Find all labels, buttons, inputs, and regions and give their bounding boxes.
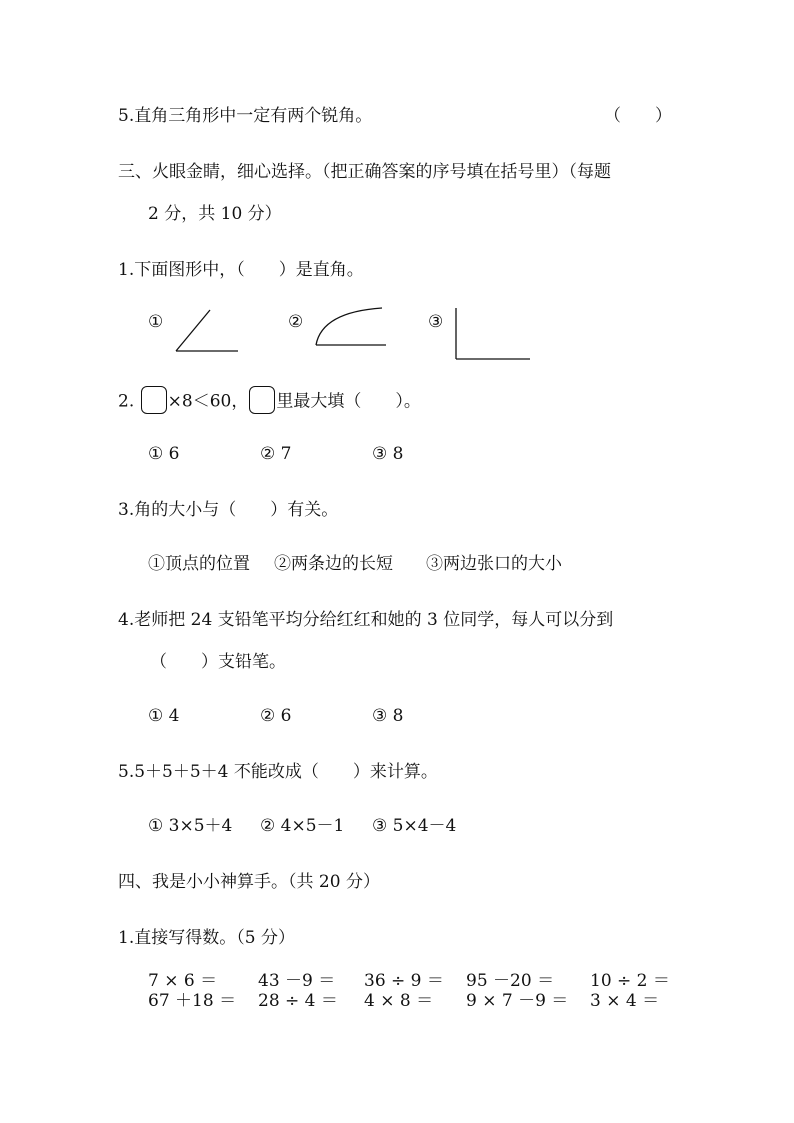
answer-paren[interactable]: （ ） — [604, 106, 672, 126]
q4-option-2: ② 6 — [260, 706, 292, 726]
section-3-title: 三、火眼金睛，细心选择。（把正确答案的序号填在括号里）（每题 — [118, 162, 611, 182]
q2-option-1: ① 6 — [148, 444, 180, 464]
q4-option-3: ③ 8 — [372, 706, 404, 726]
calc-item: 9 × 7 －9 ＝ — [466, 991, 569, 1011]
q3-option-1: ①顶点的位置 — [148, 554, 250, 574]
q1-option-1-label: ① — [148, 312, 164, 332]
calc-item: 95 －20 ＝ — [466, 971, 555, 991]
section-3-title-cont: 2 分，共 10 分） — [148, 204, 282, 224]
calc-item: 28 ÷ 4 ＝ — [258, 991, 338, 1011]
calc-item: 4 × 8 ＝ — [364, 991, 434, 1011]
question-2 — [118, 388, 421, 416]
answer-box[interactable] — [141, 386, 167, 414]
q3-option-2: ②两条边的长短 — [274, 554, 393, 574]
calc-item: 10 ÷ 2 ＝ — [590, 971, 670, 991]
q2-option-2: ② 7 — [260, 444, 292, 464]
section-4-title: 四、我是小小神算手。（共 20 分） — [118, 872, 380, 892]
question-2-number: 2. — [118, 391, 135, 412]
q5-option-1: ① 3×5＋4 — [148, 816, 233, 836]
calc-item: 67 ＋18 ＝ — [148, 991, 237, 1011]
judge-question-5: 5.直角三角形中一定有两个锐角。 — [118, 106, 373, 126]
calc-item: 7 × 6 ＝ — [148, 971, 218, 991]
right-angle-figure — [454, 306, 532, 362]
q5-option-3: ③ 5×4－4 — [372, 816, 457, 836]
q1-option-2-label: ② — [288, 312, 304, 332]
q3-option-3: ③两边张口的大小 — [426, 554, 562, 574]
curved-angle-figure — [314, 306, 388, 348]
question-3: 3.角的大小与（ ）有关。 — [118, 500, 339, 520]
question-4-cont: （ ）支铅笔。 — [150, 652, 286, 672]
q5-option-2: ② 4×5－1 — [260, 816, 345, 836]
acute-angle-figure — [174, 308, 240, 354]
calc-item: 3 × 4 ＝ — [590, 991, 660, 1011]
q2-option-3: ③ 8 — [372, 444, 404, 464]
question-5: 5.5＋5＋5＋4 不能改成（ ）来计算。 — [118, 762, 438, 782]
calc-item: 36 ÷ 9 ＝ — [364, 971, 444, 991]
question-1: 1.下面图形中，（ ）是直角。 — [118, 260, 364, 280]
q4-option-1: ① 4 — [148, 706, 180, 726]
question-4: 4.老师把 24 支铅笔平均分给红红和她的 3 位同学，每人可以分到 — [118, 610, 614, 630]
question-2-inequality: ×8＜60， — [167, 391, 249, 412]
calc-question-title: 1.直接写得数。（5 分） — [118, 928, 295, 948]
answer-box[interactable] — [249, 386, 275, 414]
calc-item: 43 －9 ＝ — [258, 971, 336, 991]
q1-option-3-label: ③ — [428, 312, 444, 332]
question-2-prompt: 里最大填（ ）。 — [276, 391, 421, 412]
